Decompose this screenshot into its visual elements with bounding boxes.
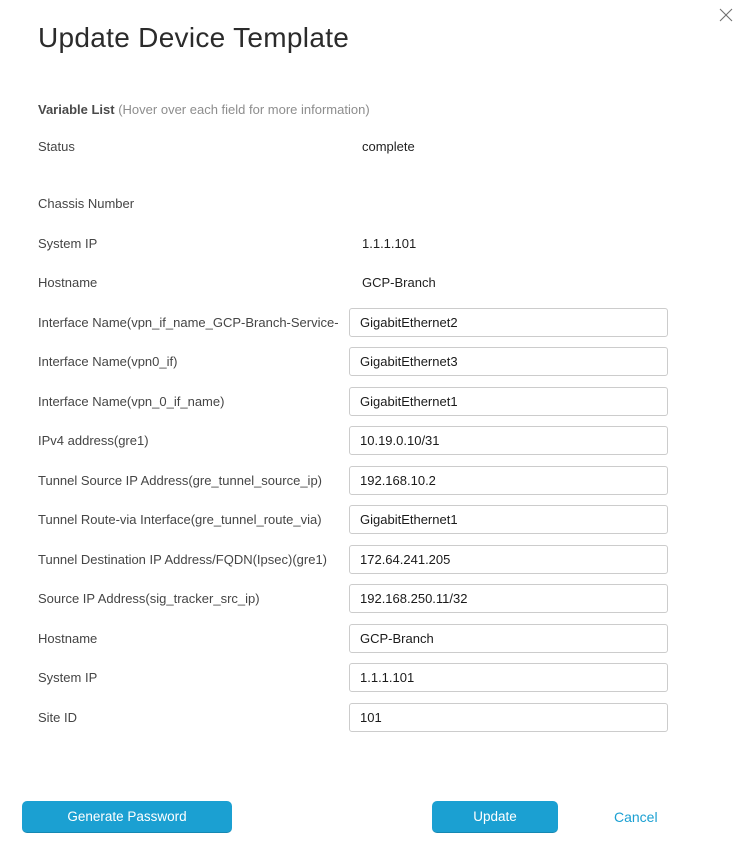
field-label: Hostname bbox=[38, 630, 98, 646]
input-field-row bbox=[38, 658, 752, 698]
field-input[interactable] bbox=[349, 347, 668, 376]
input-field-row bbox=[38, 342, 752, 382]
field-input[interactable] bbox=[349, 308, 668, 337]
field-input[interactable] bbox=[349, 663, 668, 692]
field-input[interactable] bbox=[349, 584, 668, 613]
input-field-row bbox=[38, 579, 752, 619]
field-label: IPv4 address(gre1) bbox=[38, 433, 149, 449]
close-icon bbox=[719, 8, 733, 22]
static-field-row bbox=[38, 263, 752, 303]
field-input[interactable] bbox=[349, 505, 668, 534]
field-input[interactable] bbox=[349, 624, 668, 653]
page-title: Update Device Template bbox=[38, 22, 350, 53]
variable-fields-list bbox=[38, 127, 752, 737]
input-field-row bbox=[38, 540, 752, 580]
field-input[interactable] bbox=[349, 545, 668, 574]
input-field-row bbox=[38, 382, 752, 422]
variable-list-label: Variable List bbox=[38, 102, 115, 117]
field-input[interactable] bbox=[349, 466, 668, 495]
input-field-row bbox=[38, 303, 752, 343]
field-value: 1.1.1.101 bbox=[362, 235, 417, 251]
field-label: System IP bbox=[38, 670, 98, 686]
field-label: System IP bbox=[38, 235, 98, 251]
field-input[interactable] bbox=[349, 387, 668, 416]
cancel-button[interactable]: Cancel bbox=[614, 809, 658, 825]
field-input[interactable] bbox=[349, 703, 668, 732]
input-field-row bbox=[38, 619, 752, 659]
input-field-row bbox=[38, 500, 752, 540]
field-input[interactable] bbox=[349, 426, 668, 455]
generate-password-button[interactable]: Generate Password bbox=[22, 801, 232, 833]
update-button[interactable]: Update bbox=[432, 801, 558, 833]
input-field-row bbox=[38, 698, 752, 738]
field-value: complete bbox=[362, 139, 415, 155]
field-label: Tunnel Source IP Address(gre_tunnel_source_ip) bbox=[38, 472, 323, 488]
field-label: Source IP Address(sig_tracker_src_ip) bbox=[38, 591, 260, 607]
static-field-row bbox=[38, 127, 752, 167]
field-label: Interface Name(vpn0_if) bbox=[38, 354, 178, 370]
field-label: Site ID bbox=[38, 709, 78, 725]
static-field-row bbox=[38, 184, 752, 224]
dialog-footer bbox=[0, 801, 752, 834]
close-button[interactable] bbox=[716, 5, 736, 25]
field-label: Chassis Number bbox=[38, 196, 135, 212]
field-value: GCP-Branch bbox=[362, 275, 436, 291]
field-label: Tunnel Destination IP Address/FQDN(Ipsec)(gre1) bbox=[38, 551, 328, 567]
input-field-row bbox=[38, 461, 752, 501]
variable-list-heading bbox=[38, 102, 752, 117]
input-field-row bbox=[38, 421, 752, 461]
field-label: Hostname bbox=[38, 275, 98, 291]
variable-list-hint: (Hover over each field for more information) bbox=[118, 102, 370, 117]
field-label: Status bbox=[38, 139, 75, 155]
field-label: Interface Name(vpn_0_if_name) bbox=[38, 393, 225, 409]
static-field-row bbox=[38, 224, 752, 264]
field-label: Tunnel Route-via Interface(gre_tunnel_route_via) bbox=[38, 512, 322, 528]
field-label: Interface Name(vpn_if_name_GCP-Branch-Service- bbox=[38, 314, 339, 330]
